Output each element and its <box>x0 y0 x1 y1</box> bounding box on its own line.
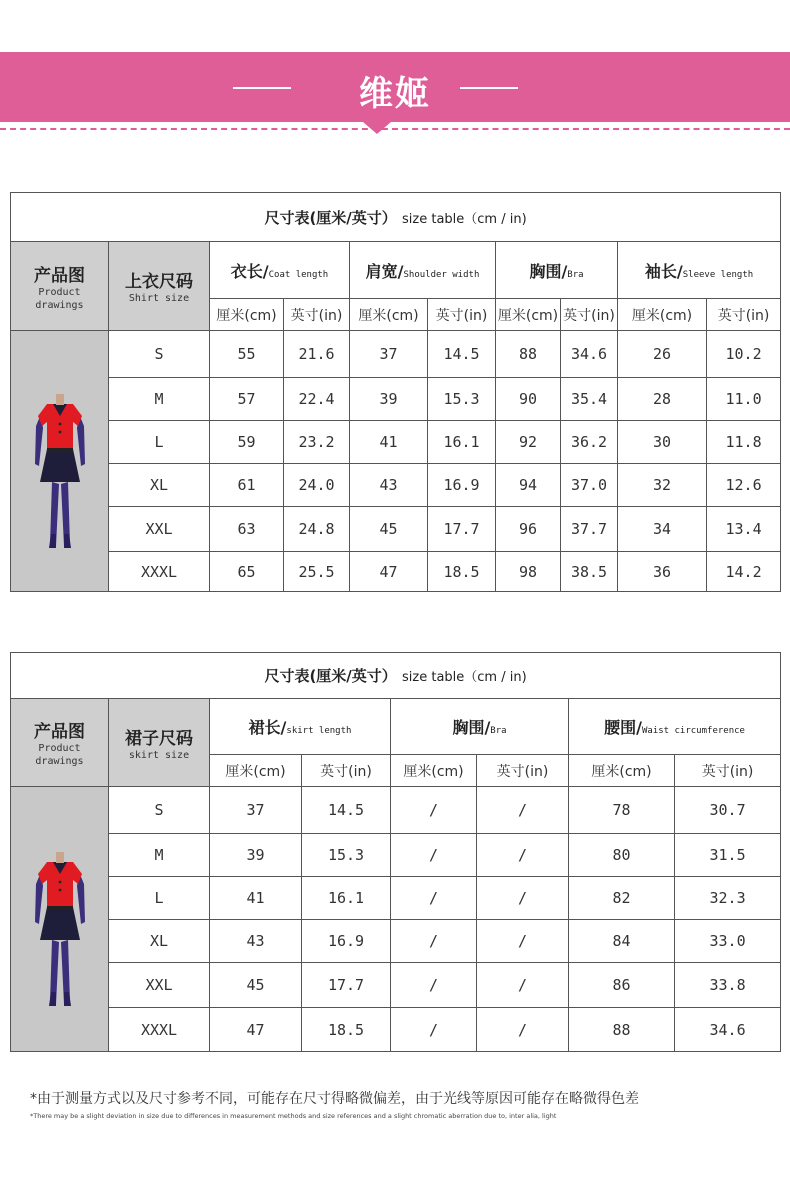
size-label: XXL <box>109 963 210 1008</box>
size-value: 21.6 <box>284 331 350 378</box>
size-value: 14.2 <box>707 552 781 592</box>
column-header-en: Waist circumference <box>642 726 745 736</box>
size-value: 16.1 <box>302 877 391 920</box>
table-row <box>11 464 781 507</box>
size-value: 39 <box>210 834 302 877</box>
size-value: 34.6 <box>675 1008 781 1052</box>
size-value: 28 <box>618 378 707 421</box>
size-value: 18.5 <box>302 1008 391 1052</box>
unit-cm: 厘米(cm) <box>569 755 675 787</box>
banner-line-right <box>460 87 518 89</box>
size-label: XXXL <box>109 552 210 592</box>
size-value: 37 <box>210 787 302 834</box>
size-value: 33.8 <box>675 963 781 1008</box>
size-value: 41 <box>210 877 302 920</box>
size-value: 43 <box>350 464 428 507</box>
column-header <box>391 699 569 755</box>
size-value: 47 <box>350 552 428 592</box>
size-header <box>109 699 210 787</box>
size-value: 37.7 <box>561 507 618 552</box>
size-value: 33.0 <box>675 920 781 963</box>
column-header <box>618 242 781 299</box>
size-value: 13.4 <box>707 507 781 552</box>
size-value: 57 <box>210 378 284 421</box>
column-header-cn: 肩宽/ <box>365 261 404 281</box>
size-value: / <box>391 1008 477 1052</box>
table-caption <box>11 193 781 242</box>
size-value: / <box>477 920 569 963</box>
column-header-en: Bra <box>567 269 584 280</box>
unit-in: 英寸(in) <box>561 299 618 331</box>
size-label: M <box>109 378 210 421</box>
size-value: / <box>391 834 477 877</box>
column-header <box>210 242 350 299</box>
size-label: M <box>109 834 210 877</box>
size-value: 36 <box>618 552 707 592</box>
size-label: XXL <box>109 507 210 552</box>
size-value: 84 <box>569 920 675 963</box>
size-value: 15.3 <box>302 834 391 877</box>
table-row <box>11 963 781 1008</box>
note-en: *There may be a slight deviation in size due to differences in measurement methods and size references and a slight chromatic aberration due to, inter alia, light <box>30 1112 557 1120</box>
table-row <box>11 920 781 963</box>
size-value: 96 <box>496 507 561 552</box>
size-value: 35.4 <box>561 378 618 421</box>
column-header-cn: 胸围/ <box>529 261 568 281</box>
unit-in: 英寸(in) <box>284 299 350 331</box>
size-value: 10.2 <box>707 331 781 378</box>
size-value: 11.8 <box>707 421 781 464</box>
size-value: / <box>391 787 477 834</box>
column-header <box>210 699 391 755</box>
unit-in: 英寸(in) <box>428 299 496 331</box>
size-value: 65 <box>210 552 284 592</box>
banner-dashed-divider <box>0 128 790 130</box>
size-value: 41 <box>350 421 428 464</box>
caption-cn: 尺寸表(厘米/英寸） <box>264 208 397 227</box>
table-row <box>11 507 781 552</box>
size-value: / <box>477 877 569 920</box>
size-value: 36.2 <box>561 421 618 464</box>
size-value: 22.4 <box>284 378 350 421</box>
product-header-cn: 产品图 <box>34 722 85 742</box>
size-header-cn: 上衣尺码 <box>125 272 193 292</box>
size-value: 90 <box>496 378 561 421</box>
size-value: / <box>477 963 569 1008</box>
size-label: L <box>109 421 210 464</box>
column-header <box>350 242 496 299</box>
size-value: 30 <box>618 421 707 464</box>
column-header-cn: 衣长/ <box>230 261 269 281</box>
size-label: S <box>109 331 210 378</box>
size-value: 37.0 <box>561 464 618 507</box>
size-value: 14.5 <box>428 331 496 378</box>
size-value: 47 <box>210 1008 302 1052</box>
product-header-en: Product drawings <box>35 743 84 767</box>
size-value: 59 <box>210 421 284 464</box>
size-value: 18.5 <box>428 552 496 592</box>
size-value: 45 <box>350 507 428 552</box>
table-row <box>11 421 781 464</box>
column-header-en: Sleeve length <box>682 269 754 280</box>
size-value: 15.3 <box>428 378 496 421</box>
unit-in: 英寸(in) <box>477 755 569 787</box>
caption-cn: 尺寸表(厘米/英寸） <box>264 667 397 685</box>
size-value: 88 <box>496 331 561 378</box>
product-header <box>11 699 109 787</box>
size-value: 11.0 <box>707 378 781 421</box>
title-banner <box>0 52 790 122</box>
column-header-cn: 胸围/ <box>452 718 491 737</box>
size-value: 34 <box>618 507 707 552</box>
size-value: 24.0 <box>284 464 350 507</box>
size-value: 17.7 <box>302 963 391 1008</box>
size-header-en: skirt size <box>128 749 190 761</box>
size-value: 31.5 <box>675 834 781 877</box>
size-label: S <box>109 787 210 834</box>
column-header-cn: 袖长/ <box>644 261 683 281</box>
size-value: 16.9 <box>302 920 391 963</box>
unit-cm: 厘米(cm) <box>496 299 561 331</box>
size-value: 92 <box>496 421 561 464</box>
column-header-cn: 裙长/ <box>248 718 287 737</box>
size-value: 80 <box>569 834 675 877</box>
size-value: 12.6 <box>707 464 781 507</box>
column-header-en: Coat length <box>268 269 329 280</box>
table-caption <box>11 653 781 699</box>
size-value: 61 <box>210 464 284 507</box>
unit-in: 英寸(in) <box>707 299 781 331</box>
product-header-en: Product drawings <box>35 286 84 311</box>
size-label: XXXL <box>109 1008 210 1052</box>
unit-cm: 厘米(cm) <box>391 755 477 787</box>
unit-in: 英寸(in) <box>302 755 391 787</box>
table-row <box>11 552 781 592</box>
size-value: 78 <box>569 787 675 834</box>
column-header-cn: 腰围/ <box>604 718 642 737</box>
size-value: 16.1 <box>428 421 496 464</box>
column-header <box>569 699 781 755</box>
shirt-size-table <box>10 192 781 592</box>
unit-cm: 厘米(cm) <box>210 299 284 331</box>
size-value: / <box>477 787 569 834</box>
column-header <box>496 242 618 299</box>
size-value: 86 <box>569 963 675 1008</box>
size-value: / <box>477 1008 569 1052</box>
skirt-size-table <box>10 652 781 1052</box>
size-value: 32.3 <box>675 877 781 920</box>
unit-cm: 厘米(cm) <box>210 755 302 787</box>
caption-en: size table（cm / in) <box>402 670 527 685</box>
product-header <box>11 242 109 331</box>
size-value: 82 <box>569 877 675 920</box>
note-cn: *由于测量方式以及尺寸参考不同，可能存在尺寸得略微偏差，由于光线等原因可能存在略微得色差 <box>30 1091 639 1107</box>
size-value: / <box>477 834 569 877</box>
caption-en: size table（cm / in) <box>402 211 527 227</box>
size-value: 39 <box>350 378 428 421</box>
costume-figure-image <box>25 364 95 554</box>
size-value: 14.5 <box>302 787 391 834</box>
size-header-cn: 裙子尺码 <box>125 728 193 749</box>
size-value: / <box>391 963 477 1008</box>
size-value: 63 <box>210 507 284 552</box>
size-value: 38.5 <box>561 552 618 592</box>
column-header-en: Bra <box>490 726 507 736</box>
size-value: 55 <box>210 331 284 378</box>
size-value: / <box>391 877 477 920</box>
product-header-cn: 产品图 <box>34 265 85 286</box>
size-value: 43 <box>210 920 302 963</box>
unit-cm: 厘米(cm) <box>350 299 428 331</box>
table-row <box>11 1008 781 1052</box>
size-value: 26 <box>618 331 707 378</box>
size-header-en: Shirt size <box>128 293 190 304</box>
size-label: L <box>109 877 210 920</box>
size-value: 88 <box>569 1008 675 1052</box>
size-value: 37 <box>350 331 428 378</box>
size-value: 32 <box>618 464 707 507</box>
banner-title: 维姬 <box>359 74 431 114</box>
size-value: 16.9 <box>428 464 496 507</box>
size-value: 17.7 <box>428 507 496 552</box>
table-row <box>11 331 781 378</box>
column-header-en: skirt length <box>286 726 352 736</box>
size-label: XL <box>109 464 210 507</box>
costume-figure-image <box>25 822 95 1012</box>
unit-cm: 厘米(cm) <box>618 299 707 331</box>
column-header-en: Shoulder width <box>403 269 480 280</box>
table-row <box>11 378 781 421</box>
size-value: / <box>391 920 477 963</box>
product-image-cell <box>11 787 109 1052</box>
size-value: 25.5 <box>284 552 350 592</box>
size-label: XL <box>109 920 210 963</box>
table-row <box>11 787 781 834</box>
size-value: 34.6 <box>561 331 618 378</box>
size-value: 98 <box>496 552 561 592</box>
product-image-cell <box>11 331 109 592</box>
size-header <box>109 242 210 331</box>
size-value: 45 <box>210 963 302 1008</box>
table-row <box>11 877 781 920</box>
size-value: 24.8 <box>284 507 350 552</box>
size-value: 94 <box>496 464 561 507</box>
size-value: 23.2 <box>284 421 350 464</box>
table-row <box>11 834 781 877</box>
size-value: 30.7 <box>675 787 781 834</box>
unit-in: 英寸(in) <box>675 755 781 787</box>
